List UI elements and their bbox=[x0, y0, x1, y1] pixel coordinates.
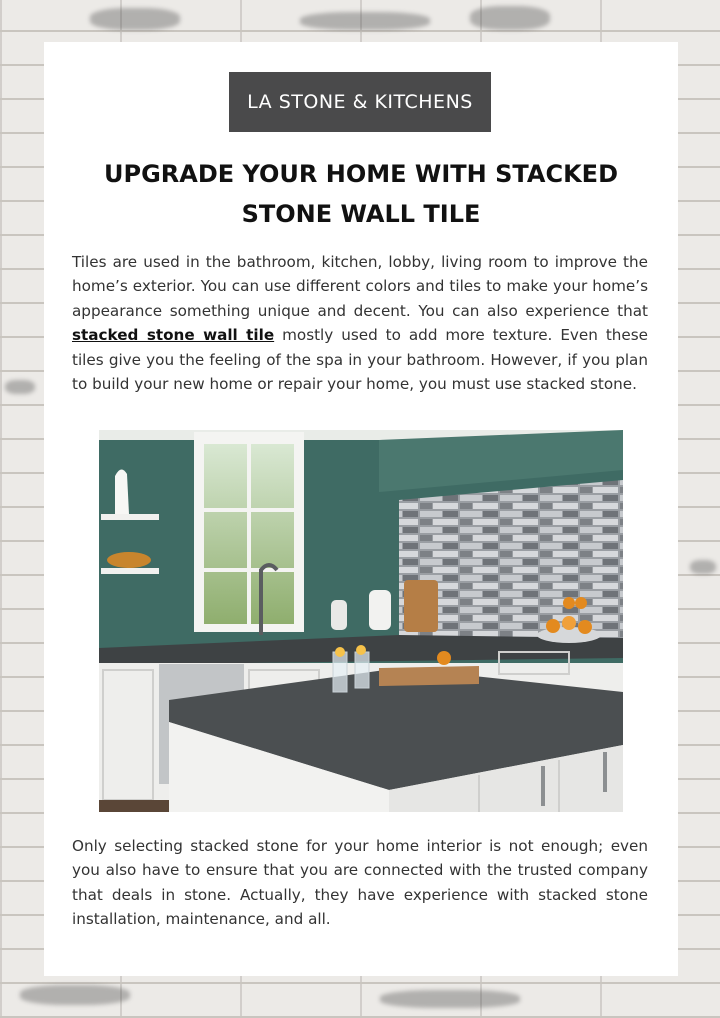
intro-text-end: mostly used to add more texture. Even these tiles give you the feeling of the spa in your bathroom. However, if you plan to build your new home or repair your home, you must use stacked stone. bbox=[72, 326, 648, 394]
brick-texture-mark bbox=[20, 985, 130, 1005]
brand-logo[interactable]: LA STONE & KITCHENS bbox=[229, 72, 491, 132]
content-page bbox=[44, 42, 678, 976]
brick-texture-mark bbox=[90, 8, 180, 30]
title-line-2: STONE WALL TILE bbox=[241, 200, 481, 228]
kitchen-photo bbox=[99, 430, 623, 812]
page-title bbox=[64, 154, 658, 234]
brick-texture-mark bbox=[470, 6, 550, 30]
brick-texture-mark bbox=[380, 990, 520, 1008]
brick-texture-mark bbox=[300, 12, 430, 30]
stacked-stone-link[interactable]: stacked stone wall tile bbox=[72, 326, 275, 345]
title-line-1: UPGRADE YOUR HOME WITH STACKED bbox=[104, 160, 618, 188]
closing-paragraph: Only selecting stacked stone for your home interior is not enough; even you also have to ensure that you are connected with the trusted company that deals in stone. Actually, they have experience with stacked stone installation, maintenance, and all. bbox=[72, 837, 648, 929]
intro-text-start: Tiles are used in the bathroom, kitchen, lobby, living room to improve the home’s exterior. You can use different colors and tiles to make your home’s appearance something unique and decent. You can also experience that bbox=[72, 253, 648, 320]
intro-paragraph bbox=[72, 250, 648, 396]
brick-texture-mark bbox=[5, 380, 35, 394]
brick-texture-mark bbox=[690, 560, 716, 574]
